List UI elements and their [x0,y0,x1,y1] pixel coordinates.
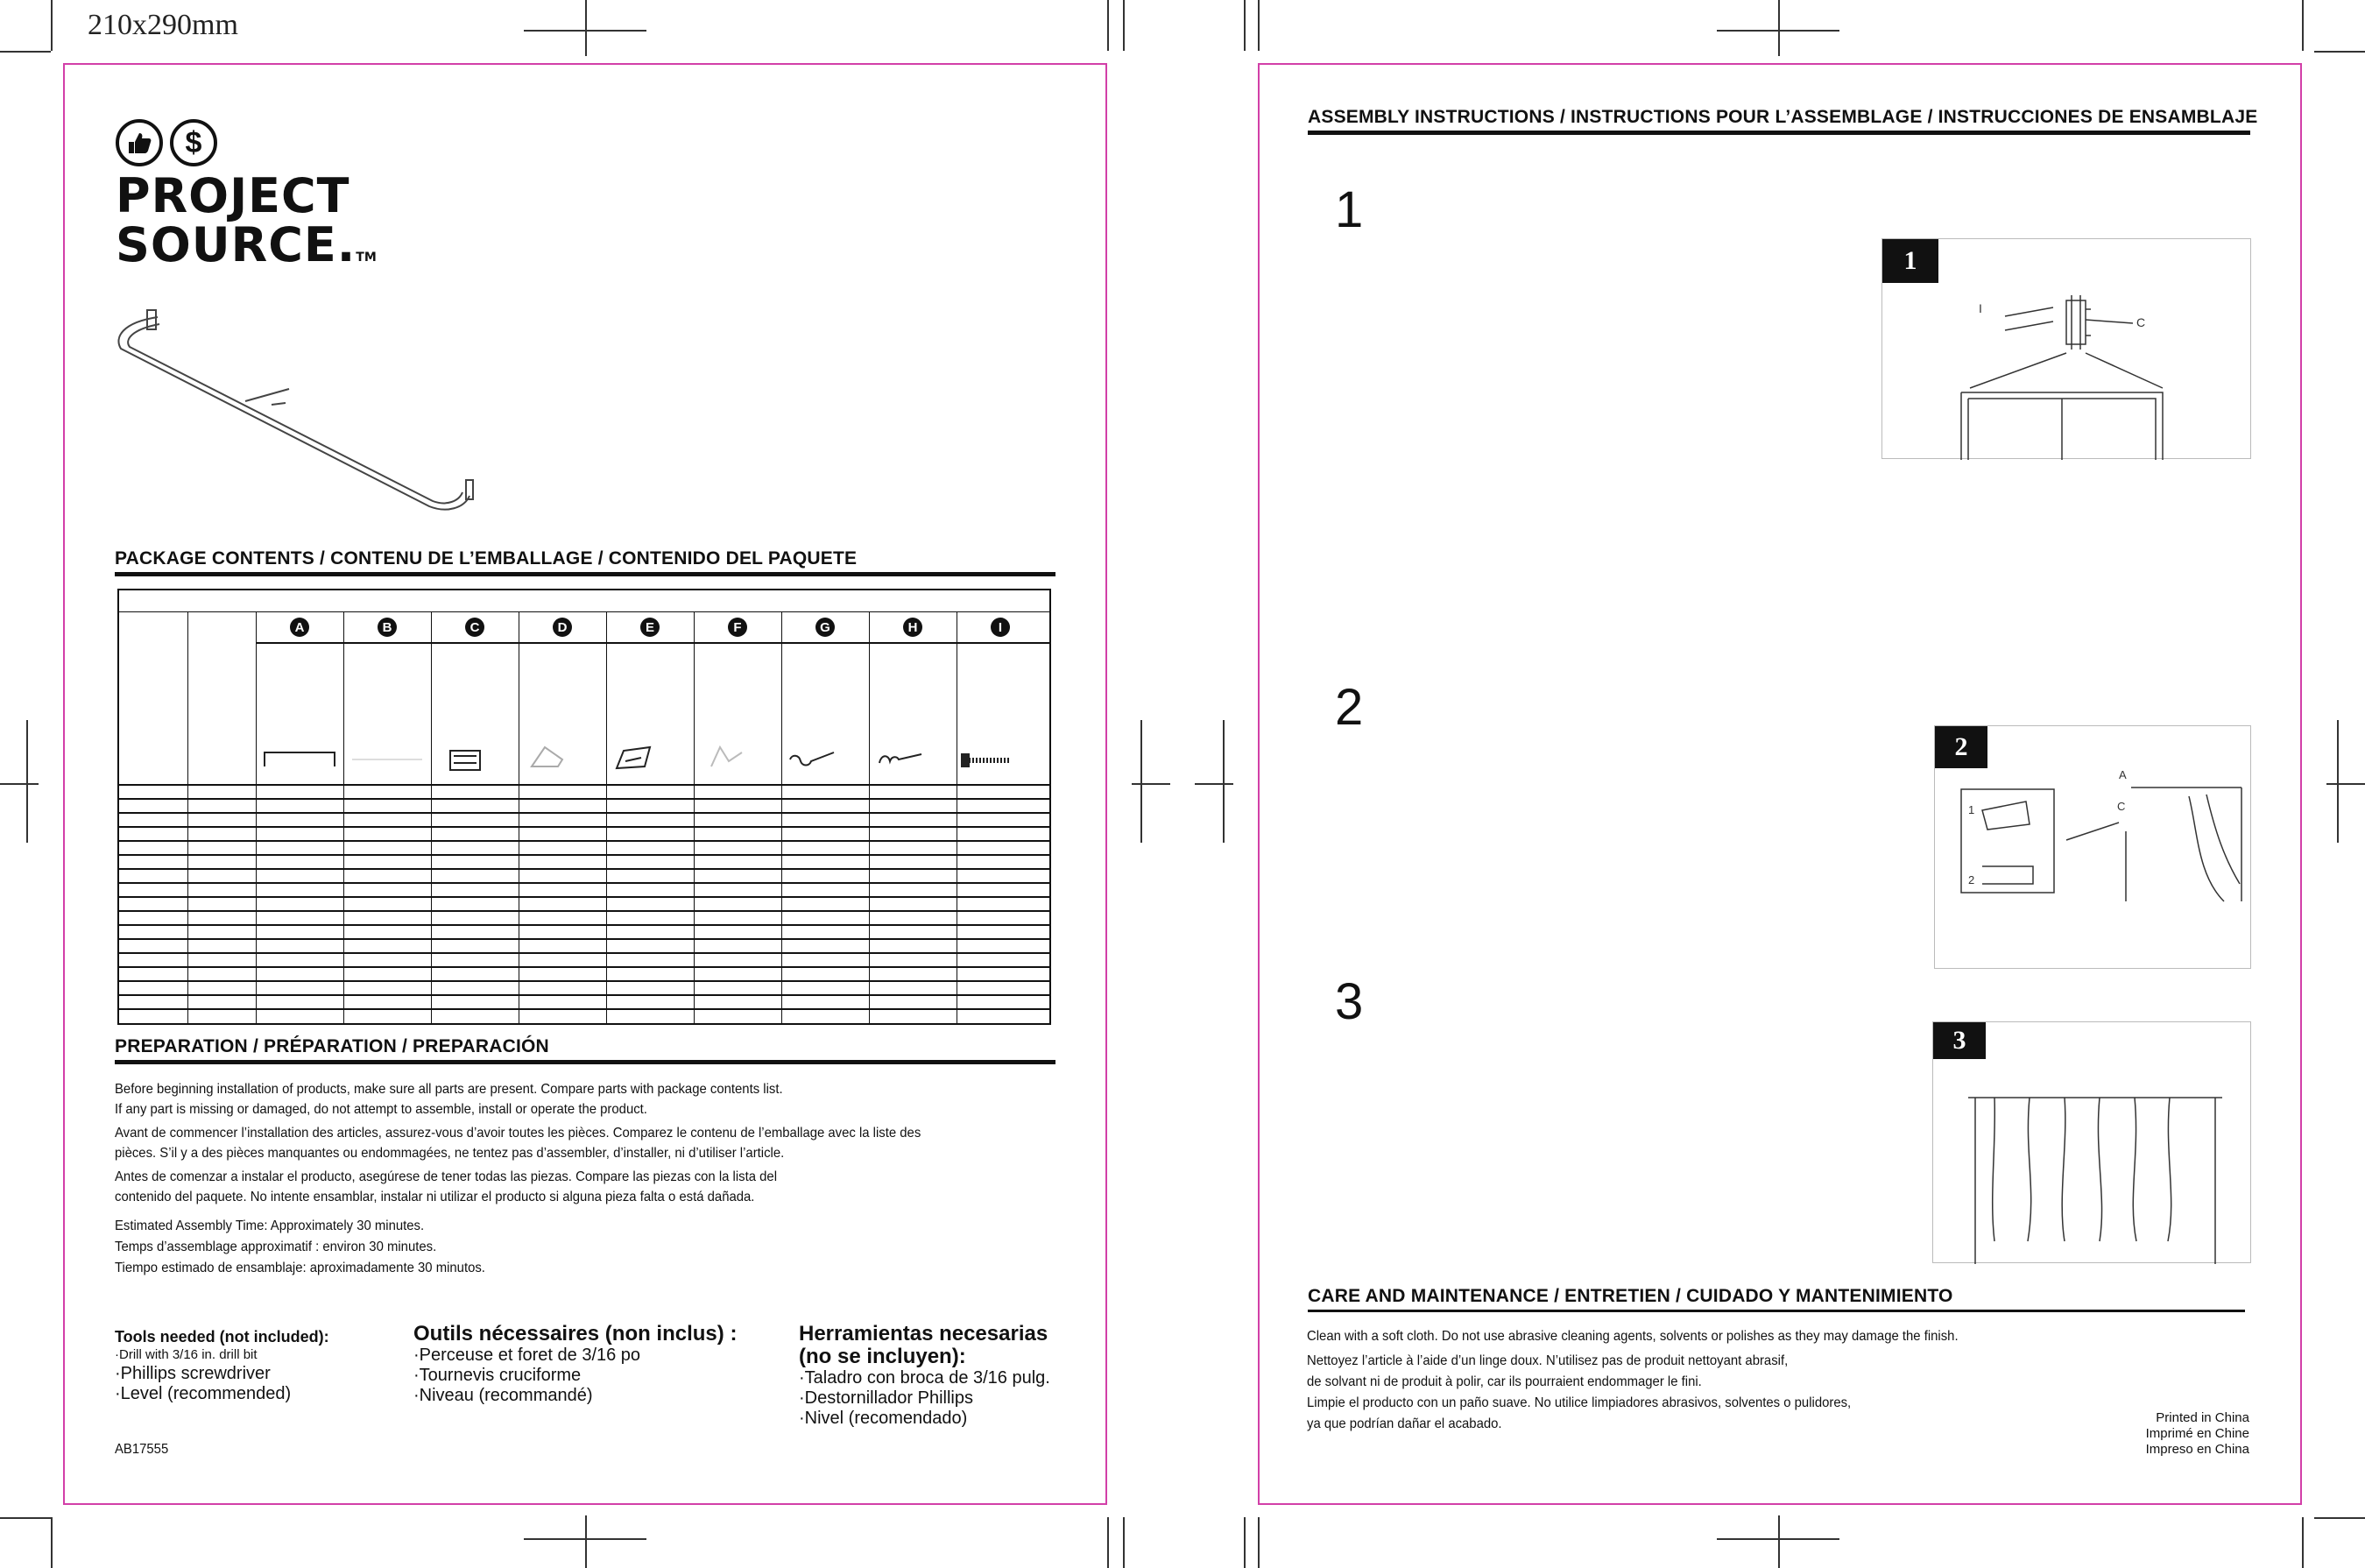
tools-en-title: Tools needed (not included): [115,1328,329,1346]
step-2-figure [1934,725,2251,969]
step-3-figure [1932,1021,2251,1263]
tools-es [799,1323,1050,1429]
preparation-en-1: Before beginning installation of products, make sure all parts are present. Compare parts with package contents list. [115,1082,783,1097]
step-2-label-c: C [2117,800,2126,813]
preparation-heading: PREPARATION / PRÉPARATION / PREPARACIÓN [115,1036,1055,1064]
preparation-fr-2: pièces. S’il y a des pièces manquantes ou endommagées, ne tentez pas d’assembler, d’installer, ni d’utiliser l’article. [115,1146,785,1161]
tools-en [115,1327,329,1404]
part-letter-a: A [290,618,309,637]
step-2-label-a: A [2119,768,2127,781]
part-letter-d: D [553,618,572,637]
step-2-label-2: 2 [1968,873,1975,886]
care-es-2: ya que podrían dañar el acabado. [1307,1416,1502,1431]
care-fr-2: de solvant ni de produit à polir, car ils pourraient endommager le fini. [1307,1374,1702,1389]
tool-en-level: ·Level (recommended) [115,1384,292,1403]
step-1-label-c: C [2136,315,2146,329]
tools-es-title-2: (no se incluyen): [799,1345,966,1368]
impreso-en-china: Impreso en China [2145,1442,2249,1457]
step-3-number: 3 [1335,973,1364,1030]
tool-fr-level: ·Niveau (recommandé) [413,1386,593,1405]
care-en: Clean with a soft cloth. Do not use abrasive cleaning agents, solvents or polishes as they may damage the finish. [1307,1329,1959,1344]
brand-icons [116,119,217,166]
model-number: AB17555 [115,1442,169,1457]
step-3-diagram [1933,1022,2252,1264]
step-1-figure [1881,238,2251,459]
step-1-number: 1 [1335,181,1364,238]
step-2-label-1: 1 [1968,803,1975,816]
tools-fr [413,1323,737,1406]
preparation-es-1: Antes de comenzar a instalar el producto, asegúrese de tener todas las piezas. Compare las piezas con la lista del [115,1169,778,1184]
package-table-grid [119,611,1049,1023]
part-images [256,735,1053,779]
tool-en-drill: ·Drill with 3/16 in. drill bit [115,1347,258,1362]
part-letter-b: B [378,618,397,637]
brand-line-2: SOURCE.TM [116,217,377,272]
step-2-number: 2 [1335,679,1364,736]
tools-fr-title: Outils nécessaires (non inclus) : [413,1322,738,1346]
country-of-origin [2146,1410,2249,1458]
sheet-size-label: 210x290mm [88,9,238,41]
part-letter-g: G [815,618,835,637]
tool-es-level: ·Nivel (recomendado) [799,1409,968,1428]
care-heading: CARE AND MAINTENANCE / ENTRETIEN / CUIDADO Y MANTENIMIENTO [1308,1286,2245,1312]
printed-in-china: Printed in China [2156,1410,2249,1425]
package-contents-heading: PACKAGE CONTENTS / CONTENU DE L’EMBALLAGE / CONTENIDO DEL PAQUETE [115,548,1055,576]
part-letter-f: F [728,618,747,637]
step-1-diagram [1882,239,2252,460]
preparation-en-2: If any part is missing or damaged, do not attempt to assemble, install or operate the product. [115,1102,647,1117]
brand-wordmark [116,168,377,282]
assembly-time-en: Estimated Assembly Time: Approximately 30 minutes. [115,1218,425,1233]
care-fr-1: Nettoyez l’article à l’aide d’un linge doux. N’utilisez pas de produit nettoyant abrasif, [1307,1353,1789,1368]
preparation-fr-1: Avant de commencer l’installation des articles, assurez-vous d’avoir toutes les pièces. Comparez le contenu de l’emballage avec la liste des [115,1126,921,1141]
assembly-time-es: Tiempo estimado de ensamblaje: aproximadamente 30 minutos. [115,1261,485,1275]
tool-es-drill: ·Taladro con broca de 3/16 pulg. [799,1368,1050,1388]
imprime-en-chine: Imprimé en Chine [2145,1426,2249,1441]
preparation-es-2: contenido del paquete. No intente ensamblar, instalar ni utilizar el producto si alguna pieza falta o está dañada. [115,1190,755,1204]
assembly-heading: ASSEMBLY INSTRUCTIONS / INSTRUCTIONS POUR L’ASSEMBLAGE / INSTRUCCIONES DE ENSAMBLAJE [1308,107,2250,135]
part-letter-h: H [903,618,922,637]
step-2-badge: 2 [1935,726,1987,768]
package-contents-table [117,589,1051,1025]
step-3-badge: 3 [1933,1022,1986,1059]
assembly-time-fr: Temps d’assemblage approximatif : environ 30 minutes. [115,1240,437,1254]
tool-en-screwdriver: ·Phillips screwdriver [115,1364,271,1383]
step-1-badge: 1 [1882,239,1938,283]
tools-es-title-1: Herramientas necesarias [799,1322,1048,1346]
step-1-label-i: I [1979,301,1982,315]
part-letter-c: C [465,618,484,637]
curtain-rod-illustration [96,298,508,526]
trademark: TM [356,251,377,265]
step-2-diagram [1935,726,2252,970]
care-es-1: Limpie el producto con un paño suave. No utilice limpiadores abrasivos, solventes o pulidores, [1307,1395,1852,1410]
tool-fr-drill: ·Perceuse et foret de 3/16 po [413,1346,641,1365]
tool-es-screwdriver: ·Destornillador Phillips [799,1388,973,1408]
brand-line-1: PROJECT [116,168,350,223]
thumbs-up-icon [116,119,163,166]
part-letter-i: I [991,618,1010,637]
dollar-icon: $ [170,119,217,166]
part-letter-e: E [640,618,660,637]
tool-fr-screwdriver: ·Tournevis cruciforme [413,1366,582,1385]
